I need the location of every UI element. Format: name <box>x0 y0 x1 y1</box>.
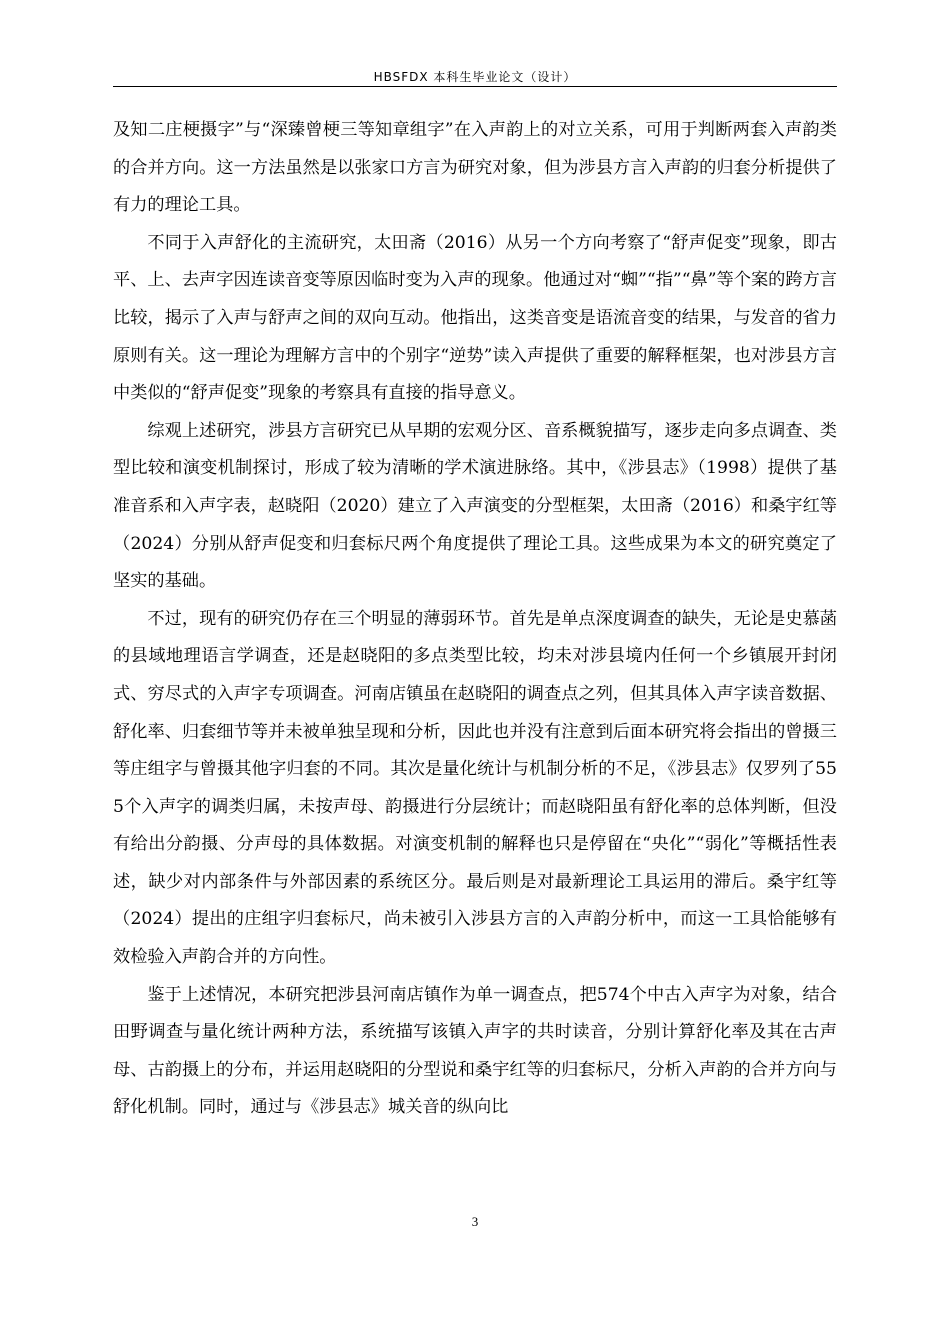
body-text <box>113 112 837 1127</box>
paragraph-continued: 及知二庄梗摄字”与“深臻曾梗三等知章组字”在入声韵上的对立关系，可用于判断两套入声韵类的合并方向。这一方法虽然是以张家口方言为研究对象，但为涉县方言入声韵的归套分析提供了有力的理论工具。 <box>113 120 837 216</box>
paragraph: 鉴于上述情况，本研究把涉县河南店镇作为单一调查点，把574个中古入声字为对象，结合田野调查与量化统计两种方法，系统描写该镇入声字的共时读音，分别计算舒化率及其在古声母、古韵摄上的分布，并运用赵晓阳的分型说和桑宇红等的归套标尺，分析入声韵的合并方向与舒化机制。同时，通过与《涉县志》城关音的纵向比 <box>113 984 837 1118</box>
paragraph: 综观上述研究，涉县方言研究已从早期的宏观分区、音系概貌描写，逐步走向多点调查、类型比较和演变机制探讨，形成了较为清晰的学术演进脉络。其中，《涉县志》（1998）提供了基准音系和入声字表，赵晓阳（2020）建立了入声演变的分型框架，太田斋（2016）和桑宇红等（2024）分别从舒声促变和归套标尺两个角度提供了理论工具。这些成果为本文的研究奠定了坚实的基础。 <box>113 420 837 592</box>
paragraph: 不同于入声舒化的主流研究，太田斋（2016）从另一个方向考察了“舒声促变”现象，即古平、上、去声字因连读音变等原因临时变为入声的现象。他通过对“蜘”“指”“鼻”等个案的跨方言比较，揭示了入声与舒声之间的双向互动。他指出，这类音变是语流音变的结果，与发音的省力原则有关。这一理论为理解方言中的个别字“逆势”读入声提供了重要的解释框架，也对涉县方言中类似的“舒声促变”现象的考察具有直接的指导意义。 <box>113 232 837 404</box>
header-title: HBSFDX 本科生毕业论文（设计） <box>373 70 577 84</box>
page-number: 3 <box>471 1214 479 1229</box>
page-header <box>113 66 837 87</box>
paragraph: 不过，现有的研究仍存在三个明显的薄弱环节。首先是单点深度调查的缺失，无论是史慕菡的县域地理语言学调查，还是赵晓阳的多点类型比较，均未对涉县境内任何一个乡镇展开封闭式、穷尽式的入声字专项调查。河南店镇虽在赵晓阳的调查点之列，但其具体入声字读音数据、舒化率、归套细节等并未被单独呈现和分析，因此也并没有注意到后面本研究将会指出的曾摄三等庄组字与曾摄其他字归套的不同。其次是量化统计与机制分析的不足，《涉县志》仅罗列了555个入声字的调类归属，未按声母、韵摄进行分层统计；而赵晓阳虽有舒化率的总体判断，但没有给出分韵摄、分声母的具体数据。对演变机制的解释也只是停留在“央化”“弱化”等概括性表述，缺少对内部条件与外部因素的系统区分。最后则是对最新理论工具运用的滞后。桑宇红等（2024）提出的庄组字归套标尺，尚未被引入涉县方言的入声韵分析中，而这一工具恰能够有效检验入声韵合并的方向性。 <box>113 608 837 968</box>
